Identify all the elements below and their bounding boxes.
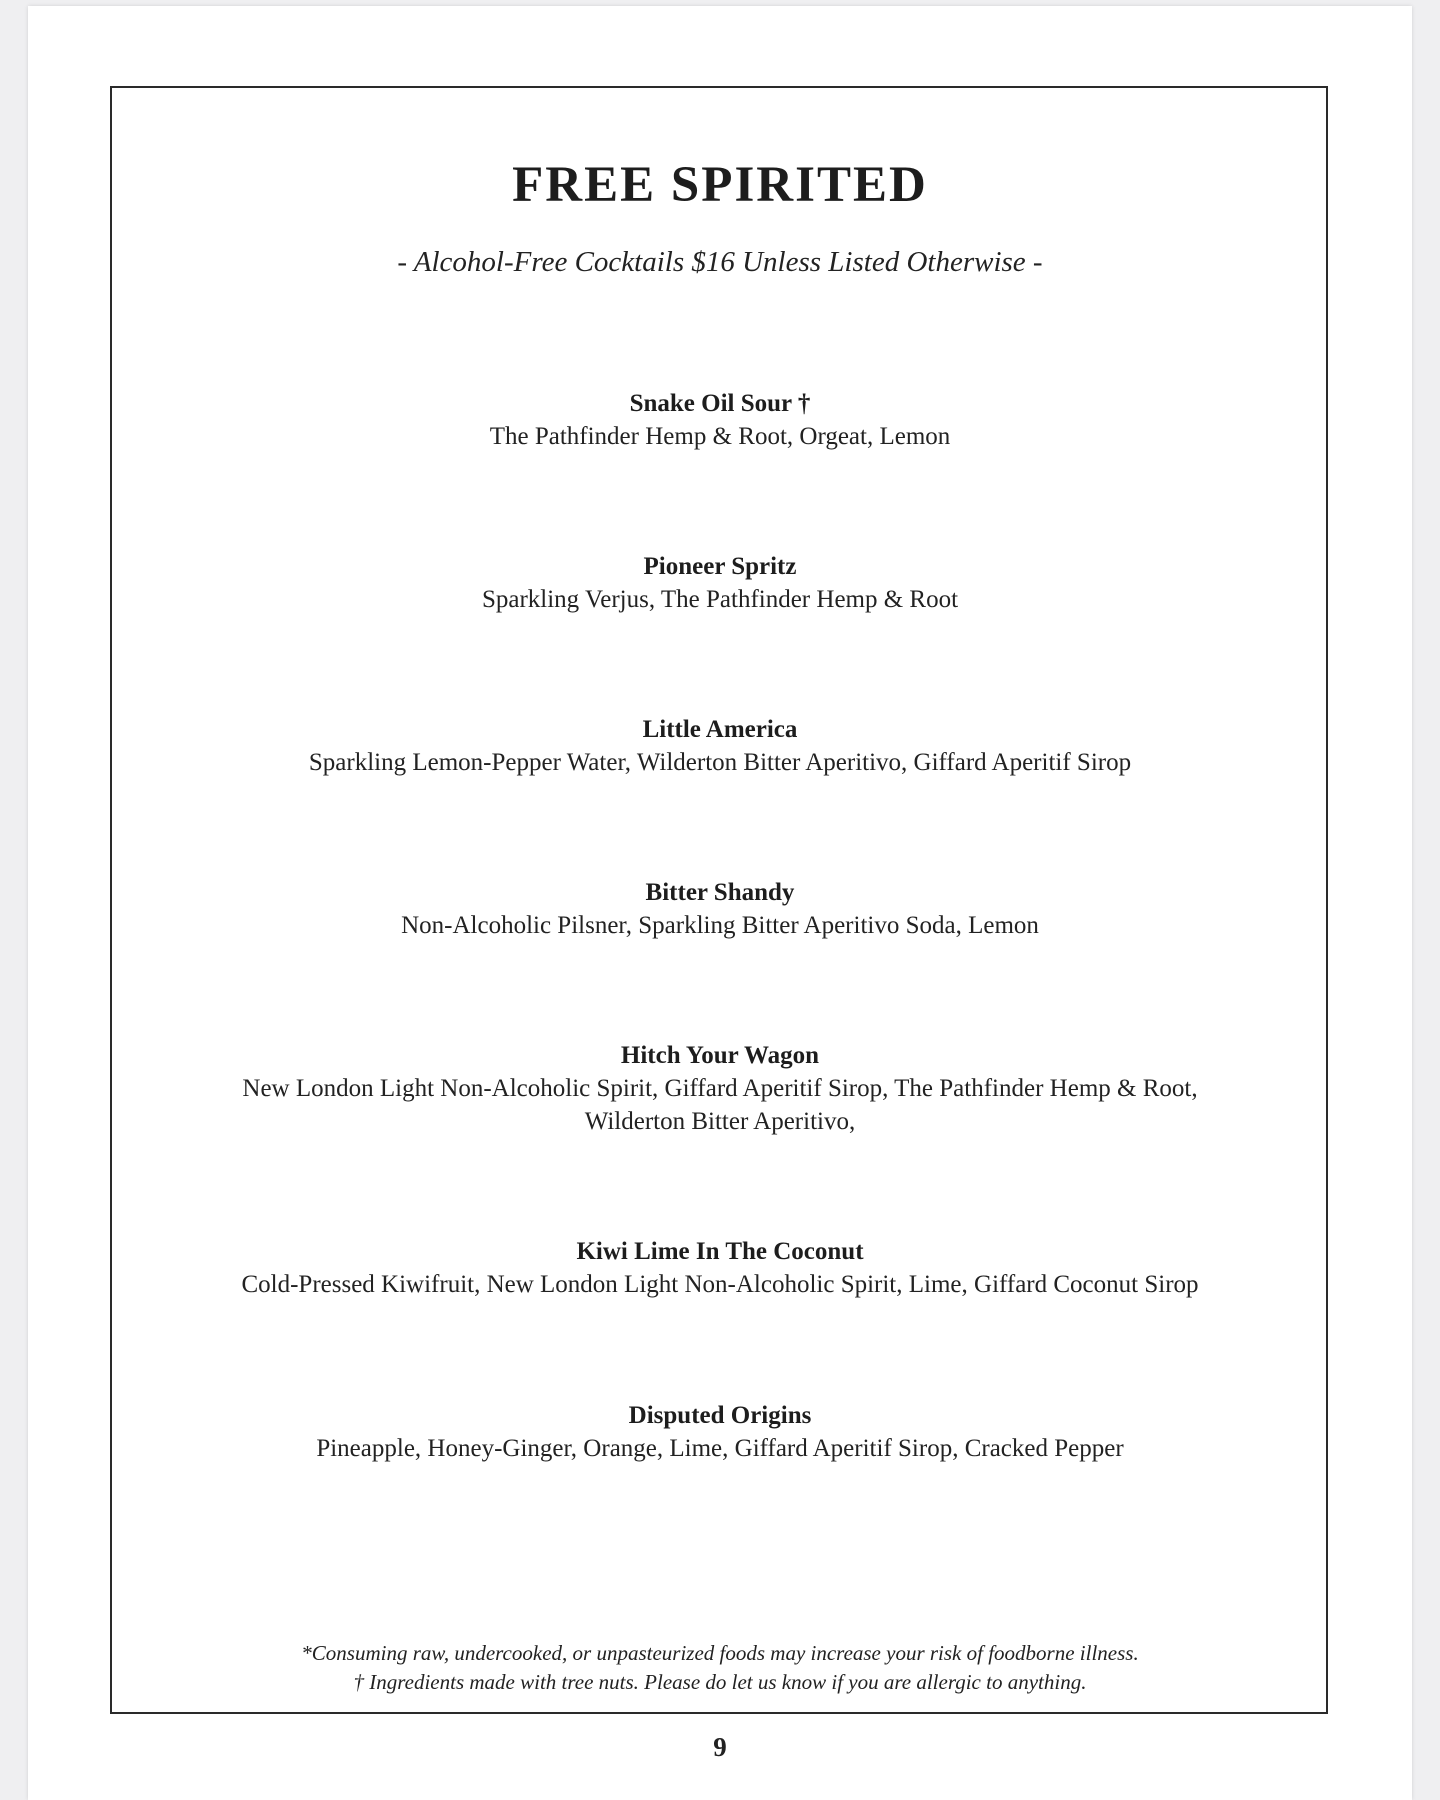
menu-item: [130, 877, 1310, 942]
menu-item: [130, 714, 1310, 779]
menu-item-name: Bitter Shandy: [645, 879, 795, 906]
menu-item-description: New London Light Non-Alcoholic Spirit, Giffard Aperitif Sirop, The Pathfinder Hemp & Root,: [242, 1075, 1198, 1102]
menu-title: FREE SPIRITED: [512, 157, 928, 213]
menu-item-description: Pineapple, Honey-Ginger, Orange, Lime, Giffard Aperitif Sirop, Cracked Pepper: [316, 1435, 1124, 1462]
page-number: 9: [713, 1732, 727, 1762]
menu-item: [130, 388, 1310, 453]
tree-nut-footnote: † Ingredients made with tree nuts. Please do let us know if you are allergic to anything.: [353, 1670, 1087, 1694]
menu-item-name: Snake Oil Sour †: [629, 390, 811, 417]
menu-item-description: The Pathfinder Hemp & Root, Orgeat, Lemon: [489, 423, 951, 450]
menu-item-name: Kiwi Lime In The Coconut: [576, 1238, 864, 1265]
menu-item-name: Disputed Origins: [628, 1402, 812, 1429]
menu-subtitle: - Alcohol-Free Cocktails $16 Unless Listed Otherwise -: [397, 246, 1043, 278]
menu-item: [130, 1040, 1310, 1138]
menu-item-description: Cold-Pressed Kiwifruit, New London Light Non-Alcoholic Spirit, Lime, Giffard Coconut Sirop: [241, 1271, 1199, 1298]
menu-item-name: Hitch Your Wagon: [620, 1042, 820, 1069]
menu-item: [130, 1236, 1310, 1301]
menu-item-description: Sparkling Verjus, The Pathfinder Hemp & Root: [481, 586, 959, 613]
menu-item: [130, 1400, 1310, 1465]
menu-item-description: Wilderton Bitter Aperitivo,: [584, 1108, 856, 1135]
menu-item-description: Non-Alcoholic Pilsner, Sparkling Bitter Aperitivo Soda, Lemon: [401, 912, 1039, 939]
menu-item: [130, 551, 1310, 616]
menu-item-name: Pioneer Spritz: [643, 553, 797, 580]
menu-item-name: Little America: [642, 716, 798, 743]
allergy-footnote: *Consuming raw, undercooked, or unpasteurized foods may increase your risk of foodborne illness.: [301, 1641, 1139, 1665]
menu-item-description: Sparkling Lemon-Pepper Water, Wilderton Bitter Aperitivo, Giffard Aperitif Sirop: [308, 749, 1132, 776]
